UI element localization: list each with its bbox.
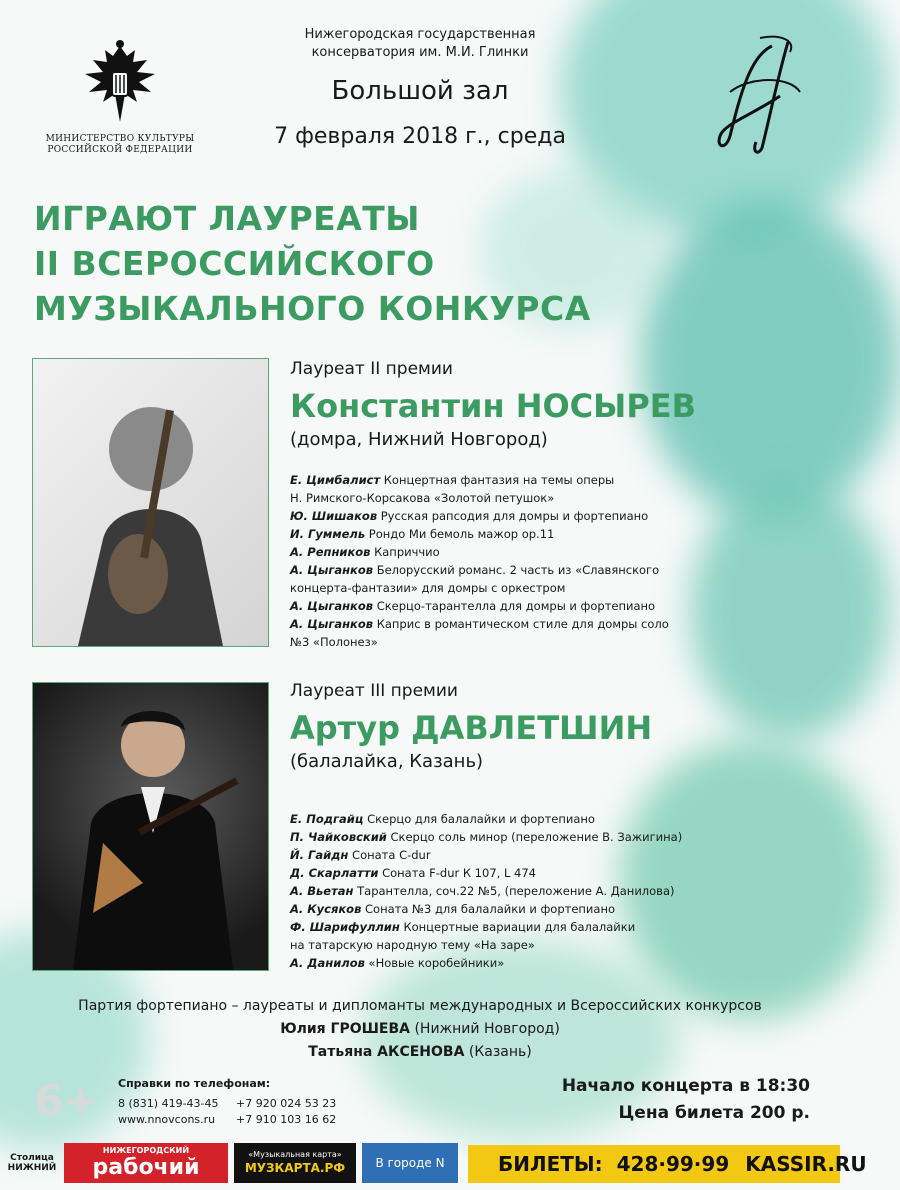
performer-instrument: (домра, Нижний Новгород): [290, 429, 548, 450]
program-item: Ф. Шарифуллин Концертные вариации для балалайки: [290, 920, 636, 934]
program-item: на татарскую народную тему «На заре»: [290, 938, 535, 952]
performer-photo-davletshin: [32, 682, 269, 971]
phone-3[interactable]: +7 910 103 16 62: [236, 1113, 337, 1126]
performer-photo-nosyrev: [32, 358, 269, 647]
headline-line1: ИГРАЮТ ЛАУРЕАТЫ: [34, 199, 420, 238]
tickets-banner: [468, 1145, 867, 1183]
concert-info: [480, 1073, 810, 1127]
concert-start: Начало концерта в 18:30: [561, 1076, 810, 1096]
program-item: А. Репников Каприччио: [290, 545, 440, 559]
logo-nizhegorodsky-rabochiy: [64, 1143, 228, 1183]
program-item: А. Цыганков Белорусский романс. 2 часть из «Славянского: [290, 563, 660, 577]
program-item: Ю. Шишаков Русская рапсодия для домры и фортепиано: [290, 509, 649, 523]
headline-line2: II ВСЕРОССИЙСКОГО: [34, 244, 435, 283]
concert-date: 7 февраля 2018 г., среда: [274, 124, 566, 149]
website-link[interactable]: www.nnovcons.ru: [118, 1113, 216, 1126]
pianist-1-name: Юлия ГРОШЕВА: [280, 1021, 410, 1037]
header: [210, 26, 630, 152]
eagle-emblem-icon: [75, 38, 165, 130]
pianist-2-city: (Казань): [468, 1044, 532, 1060]
program-item: А. Цыганков Каприс в романтическом стиле для домры соло: [290, 617, 669, 631]
tickets-site[interactable]: KASSIR.RU: [745, 1152, 867, 1176]
program-item: Е. Подгайц Скерцо для балалайки и фортепиано: [290, 812, 595, 826]
headline: [34, 196, 734, 331]
phone-2[interactable]: +7 920 024 53 23: [236, 1097, 337, 1110]
phone-1[interactable]: 8 (831) 419-43-45: [118, 1097, 219, 1110]
conservatory-monogram-icon: [710, 36, 810, 156]
program-item: А. Данилов «Новые коробейники»: [290, 956, 505, 970]
performer-block-2: [290, 680, 810, 774]
logo2-top: НИЖЕГОРОДСКИЙ: [102, 1146, 190, 1155]
program-item: А. Кусяков Соната №3 для балалайки и фортепиано: [290, 902, 616, 916]
tickets-label: БИЛЕТЫ:: [498, 1152, 603, 1176]
logo1-line2: НИЖНИЙ: [7, 1163, 57, 1173]
pianist-2-name: Татьяна АКСЕНОВА: [308, 1044, 465, 1060]
hall-name: Большой зал: [331, 76, 509, 106]
program-item: Й. Гайдн Соната C-dur: [290, 848, 431, 862]
pianist-1-city: (Нижний Новгород): [414, 1021, 560, 1037]
program-item: №3 «Полонез»: [290, 635, 378, 649]
pianist-2: [0, 1042, 840, 1063]
institution-line1: Нижегородская государственная: [304, 27, 536, 42]
pianist-1: [0, 1019, 840, 1040]
logo1-line1: Столица: [10, 1153, 54, 1163]
logo3-main: МУЗКАРТА.РФ: [244, 1161, 346, 1175]
program-item: А. Цыганков Скерцо-тарантелла для домры и фортепиано: [290, 599, 656, 613]
program-item: А. Вьетан Тарантелла, соч.22 №5, (переложение А. Данилова): [290, 884, 675, 898]
headline-line3: МУЗЫКАЛЬНОГО КОНКУРСА: [34, 289, 591, 328]
age-rating: 6+: [34, 1076, 99, 1125]
sponsor-footer: [0, 1143, 867, 1190]
tickets-phone[interactable]: 428·99·99: [616, 1152, 730, 1176]
performer-name: Константин НОСЫРЕВ: [290, 387, 697, 425]
program-item: Е. Цимбалист Концертная фантазия на темы оперы: [290, 473, 615, 487]
program-item: П. Чайковский Скерцо соль минор (переложение В. Зажигина): [290, 830, 683, 844]
program-item: И. Гуммель Рондо Ми бемоль мажор ор.11: [290, 527, 555, 541]
logo-v-gorode-n: В городе N: [362, 1143, 458, 1183]
piano-intro: Партия фортепиано – лауреаты и дипломанты международных и Всероссийских конкурсов: [78, 998, 762, 1014]
ministry-label-line2: РОССИЙСКОЙ ФЕДЕРАЦИИ: [47, 145, 193, 155]
logo2-main: рабочий: [92, 1155, 200, 1180]
ministry-label-line1: МИНИСТЕРСТВО КУЛЬТУРЫ: [45, 134, 195, 144]
ministry-logo: [40, 38, 200, 156]
prize-label: Лауреат II премии: [290, 359, 453, 379]
performer-portrait-icon: [33, 683, 268, 970]
program-item: Д. Скарлатти Соната F-dur К 107, L 474: [290, 866, 536, 880]
logo3-top: «Музыкальная карта»: [248, 1150, 342, 1159]
institution-line2: консерватория им. М.И. Глинки: [311, 45, 529, 60]
program-list-1: [290, 471, 810, 651]
performer-portrait-icon: [33, 359, 268, 646]
performer-name: Артур ДАВЛЕТШИН: [290, 709, 653, 747]
program-item: Н. Римского-Корсакова «Золотой петушок»: [290, 491, 555, 505]
logo-muzkarta: [234, 1143, 356, 1183]
contact-title: Справки по телефонам:: [118, 1077, 271, 1090]
prize-label: Лауреат III премии: [290, 681, 458, 701]
logo-stolitsa-nizhniy: [6, 1143, 58, 1183]
performer-instrument: (балалайка, Казань): [290, 751, 484, 772]
program-item: концерта-фантазии» для домры с оркестром: [290, 581, 566, 595]
performer-block-1: [290, 358, 810, 452]
program-list-2: [290, 810, 810, 972]
contact-info: [118, 1076, 356, 1128]
ticket-price: Цена билета 200 р.: [618, 1103, 810, 1123]
